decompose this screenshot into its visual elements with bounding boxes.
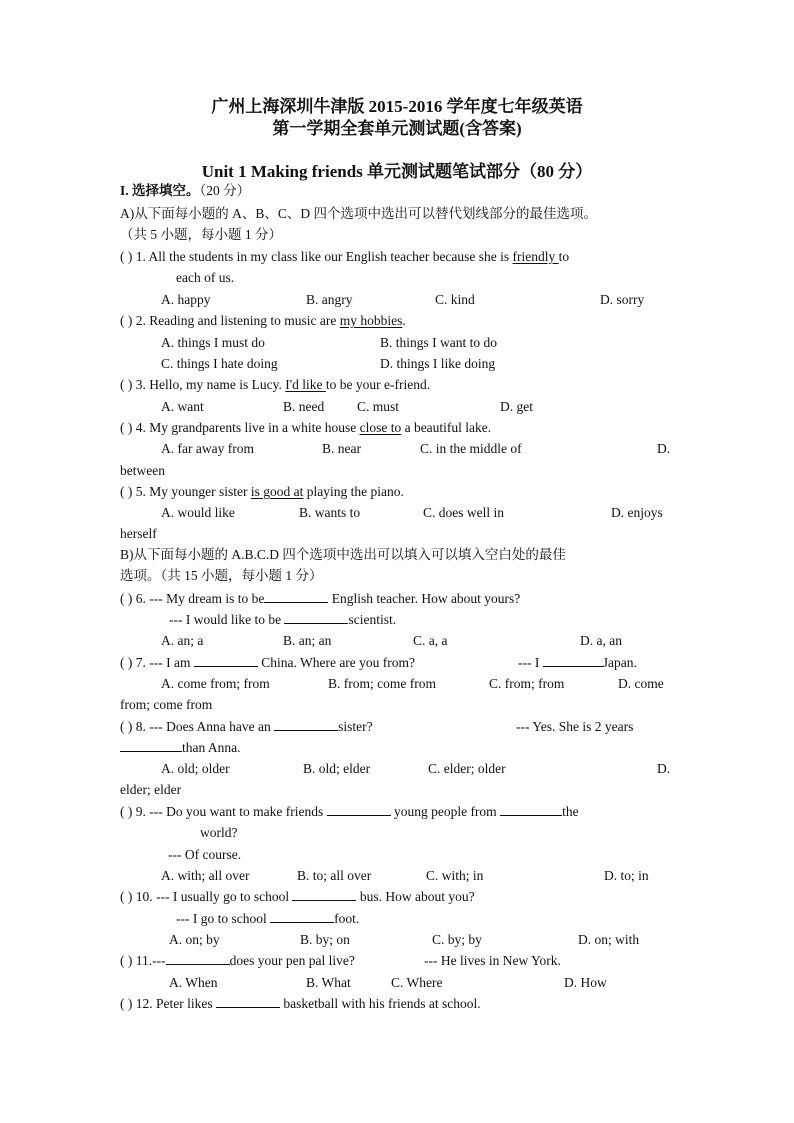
question-5: [120, 482, 404, 502]
q9-text-mid: young people from: [390, 804, 501, 819]
part-a-instruction-2: （共 5 小题，每小题 1 分）: [120, 227, 282, 242]
q7-reply-text: --- I: [518, 655, 543, 670]
q1-underlined: friendly: [512, 249, 559, 264]
q2-text-end: .: [402, 313, 406, 328]
q2-option-a: A. things I must do: [161, 335, 265, 350]
q6-option-b: B. an; an: [283, 633, 332, 648]
q6-text-end: English teacher. How about yours?: [328, 591, 521, 606]
q2-option-c: C. things I hate doing: [161, 356, 278, 371]
q3-option-b: B. need: [283, 399, 325, 414]
q9-option-a: A. with; all over: [161, 868, 250, 883]
part-b-instruction-2: 选项。（共 15 小题，每小题 1 分）: [120, 568, 323, 583]
q11-option-b: B. What: [306, 975, 351, 990]
part-b-instruction-1: B)从下面每小题的 A.B.C.D 四个选项中选出可以填入可以填入空白处的最佳: [120, 547, 566, 562]
q3-text-end: to be your e-friend.: [325, 377, 431, 392]
answer-blank[interactable]: [274, 717, 338, 731]
answer-blank[interactable]: [264, 589, 328, 603]
question-11-reply: --- He lives in New York.: [424, 953, 561, 968]
q4-option-a: A. far away from: [161, 441, 254, 456]
q9-text: ( ) 9. --- Do you want to make friends: [120, 804, 327, 819]
q6-reply-text: --- I would like to be: [169, 612, 285, 627]
q10-option-a: A. on; by: [169, 932, 220, 947]
q4-option-c: C. in the middle of: [420, 441, 522, 456]
q1-option-c: C. kind: [435, 292, 475, 307]
q6-text: ( ) 6. --- My dream is to be: [120, 591, 265, 606]
q11-option-d: D. How: [564, 975, 607, 990]
q8-option-a: A. old; older: [161, 761, 230, 776]
question-2: [120, 311, 406, 331]
q11-option-c: C. Where: [391, 975, 443, 990]
q9-option-b: B. to; all over: [297, 868, 372, 883]
q1-text-end: to: [558, 249, 570, 264]
question-6-reply: [169, 610, 396, 630]
q8-reply-end: than Anna.: [182, 740, 241, 755]
q7-reply-end: Japan.: [602, 655, 637, 670]
question-10-reply: [176, 909, 359, 929]
q6-option-a: A. an; a: [161, 633, 204, 648]
q4-text: ( ) 4. My grandparents live in a white house: [120, 420, 360, 435]
q3-underlined: I'd like: [285, 377, 326, 392]
answer-blank[interactable]: [292, 887, 356, 901]
q9-option-d: D. to; in: [604, 868, 649, 883]
q5-option-b: B. wants to: [299, 505, 361, 520]
unit-title: Unit 1 Making friends 单元测试题笔试部分（80 分）: [201, 162, 593, 181]
q6-option-c: C. a, a: [413, 633, 448, 648]
q2-text: ( ) 2. Reading and listening to music are: [120, 313, 340, 328]
q3-option-a: A. want: [161, 399, 204, 414]
question-10: [120, 887, 475, 907]
question-7: [120, 653, 415, 673]
q10-option-d: D. on; with: [578, 932, 640, 947]
q7-option-c: C. from; from: [489, 676, 565, 691]
q5-option-a: A. would like: [161, 505, 235, 520]
q10-option-b: B. by; on: [300, 932, 350, 947]
q11-text: ( ) 11.---: [120, 953, 166, 968]
document-title-line1: 广州上海深圳牛津版 2015-2016 学年度七年级英语: [211, 97, 583, 116]
q10-option-c: C. by; by: [432, 932, 482, 947]
question-6: [120, 589, 520, 609]
q2-option-b: B. things I want to do: [380, 335, 497, 350]
answer-blank[interactable]: [270, 909, 334, 923]
q1-text: ( ) 1. All the students in my class like our English teacher because she is: [120, 249, 513, 264]
question-12: [120, 994, 481, 1014]
q5-text-end: playing the piano.: [303, 484, 404, 499]
q7-option-d: D. come: [618, 676, 664, 691]
q1-option-b: B. angry: [306, 292, 353, 307]
q3-text: ( ) 3. Hello, my name is Lucy.: [120, 377, 286, 392]
q4-option-d: D.: [657, 441, 671, 456]
q10-text-end: bus. How about you?: [356, 889, 475, 904]
q7-option-b: B. from; come from: [328, 676, 436, 691]
section-heading-text: I. 选择填空。: [120, 183, 200, 198]
section-score: （20 分）: [199, 183, 251, 198]
q1-option-a: A. happy: [161, 292, 211, 307]
answer-blank[interactable]: [500, 802, 562, 816]
q5-text: ( ) 5. My younger sister: [120, 484, 251, 499]
q12-text: ( ) 12. Peter likes: [120, 996, 216, 1011]
answer-blank[interactable]: [166, 951, 230, 965]
question-8: [120, 717, 373, 737]
answer-blank[interactable]: [543, 653, 603, 667]
question-9: [120, 802, 579, 822]
answer-blank[interactable]: [120, 738, 182, 752]
q8-text-end: sister?: [338, 719, 373, 734]
q10-text: ( ) 10. --- I usually go to school: [120, 889, 293, 904]
q6-option-d: D. a, an: [580, 633, 622, 648]
question-8-reply: --- Yes. She is 2 years: [516, 719, 634, 734]
q10-reply-text: --- I go to school: [176, 911, 271, 926]
answer-blank[interactable]: [327, 802, 391, 816]
q7-option-d-cont: from; come from: [120, 697, 213, 712]
q6-reply-end: scientist.: [348, 612, 397, 627]
q8-option-c: C. elder; older: [428, 761, 506, 776]
q1-continuation: each of us.: [176, 270, 235, 285]
document-title-line2: 第一学期全套单元测试题(含答案): [272, 119, 522, 138]
q5-option-d: D. enjoys: [611, 505, 663, 520]
q2-underlined: my hobbies: [339, 313, 403, 328]
q1-option-d: D. sorry: [600, 292, 645, 307]
answer-blank[interactable]: [284, 610, 348, 624]
q4-option-d-cont: between: [120, 463, 165, 478]
question-4: [120, 418, 491, 438]
q8-option-b: B. old; elder: [303, 761, 371, 776]
q3-option-c: C. must: [357, 399, 400, 414]
answer-blank[interactable]: [194, 653, 258, 667]
section-heading: [120, 181, 250, 201]
q7-option-a: A. come from; from: [161, 676, 270, 691]
q9-continuation: world?: [200, 825, 238, 840]
q5-option-d-cont: herself: [120, 526, 157, 541]
q12-text-end: basketball with his friends at school.: [279, 996, 481, 1011]
q7-text: ( ) 7. --- I am: [120, 655, 194, 670]
question-3: [120, 375, 430, 395]
q8-option-d: D.: [657, 761, 671, 776]
q2-option-d: D. things I like doing: [380, 356, 496, 371]
question-7-reply: [518, 653, 637, 673]
q9-text-end: the: [562, 804, 579, 819]
q8-option-d-cont: elder; elder: [120, 782, 182, 797]
q4-underlined: close to: [359, 420, 402, 435]
question-11: [120, 951, 355, 971]
q4-option-b: B. near: [322, 441, 361, 456]
q10-reply-end: foot.: [334, 911, 360, 926]
question-1: [120, 247, 569, 267]
answer-blank[interactable]: [216, 994, 280, 1008]
q7-text-mid: China. Where are you from?: [257, 655, 416, 670]
q5-underlined: is good at: [250, 484, 304, 499]
q8-text: ( ) 8. --- Does Anna have an: [120, 719, 275, 734]
question-9-reply: --- Of course.: [168, 847, 242, 862]
part-a-instruction-1: A)从下面每小题的 A、B、C、D 四个选项中选出可以替代划线部分的最佳选项。: [120, 206, 598, 221]
q11-option-a: A. When: [169, 975, 218, 990]
q9-option-c: C. with; in: [426, 868, 484, 883]
q4-text-end: a beautiful lake.: [401, 420, 492, 435]
q5-option-c: C. does well in: [423, 505, 504, 520]
q11-text-end: does your pen pal live?: [229, 953, 355, 968]
question-8-reply-cont: [120, 738, 241, 758]
q3-option-d: D. get: [500, 399, 533, 414]
